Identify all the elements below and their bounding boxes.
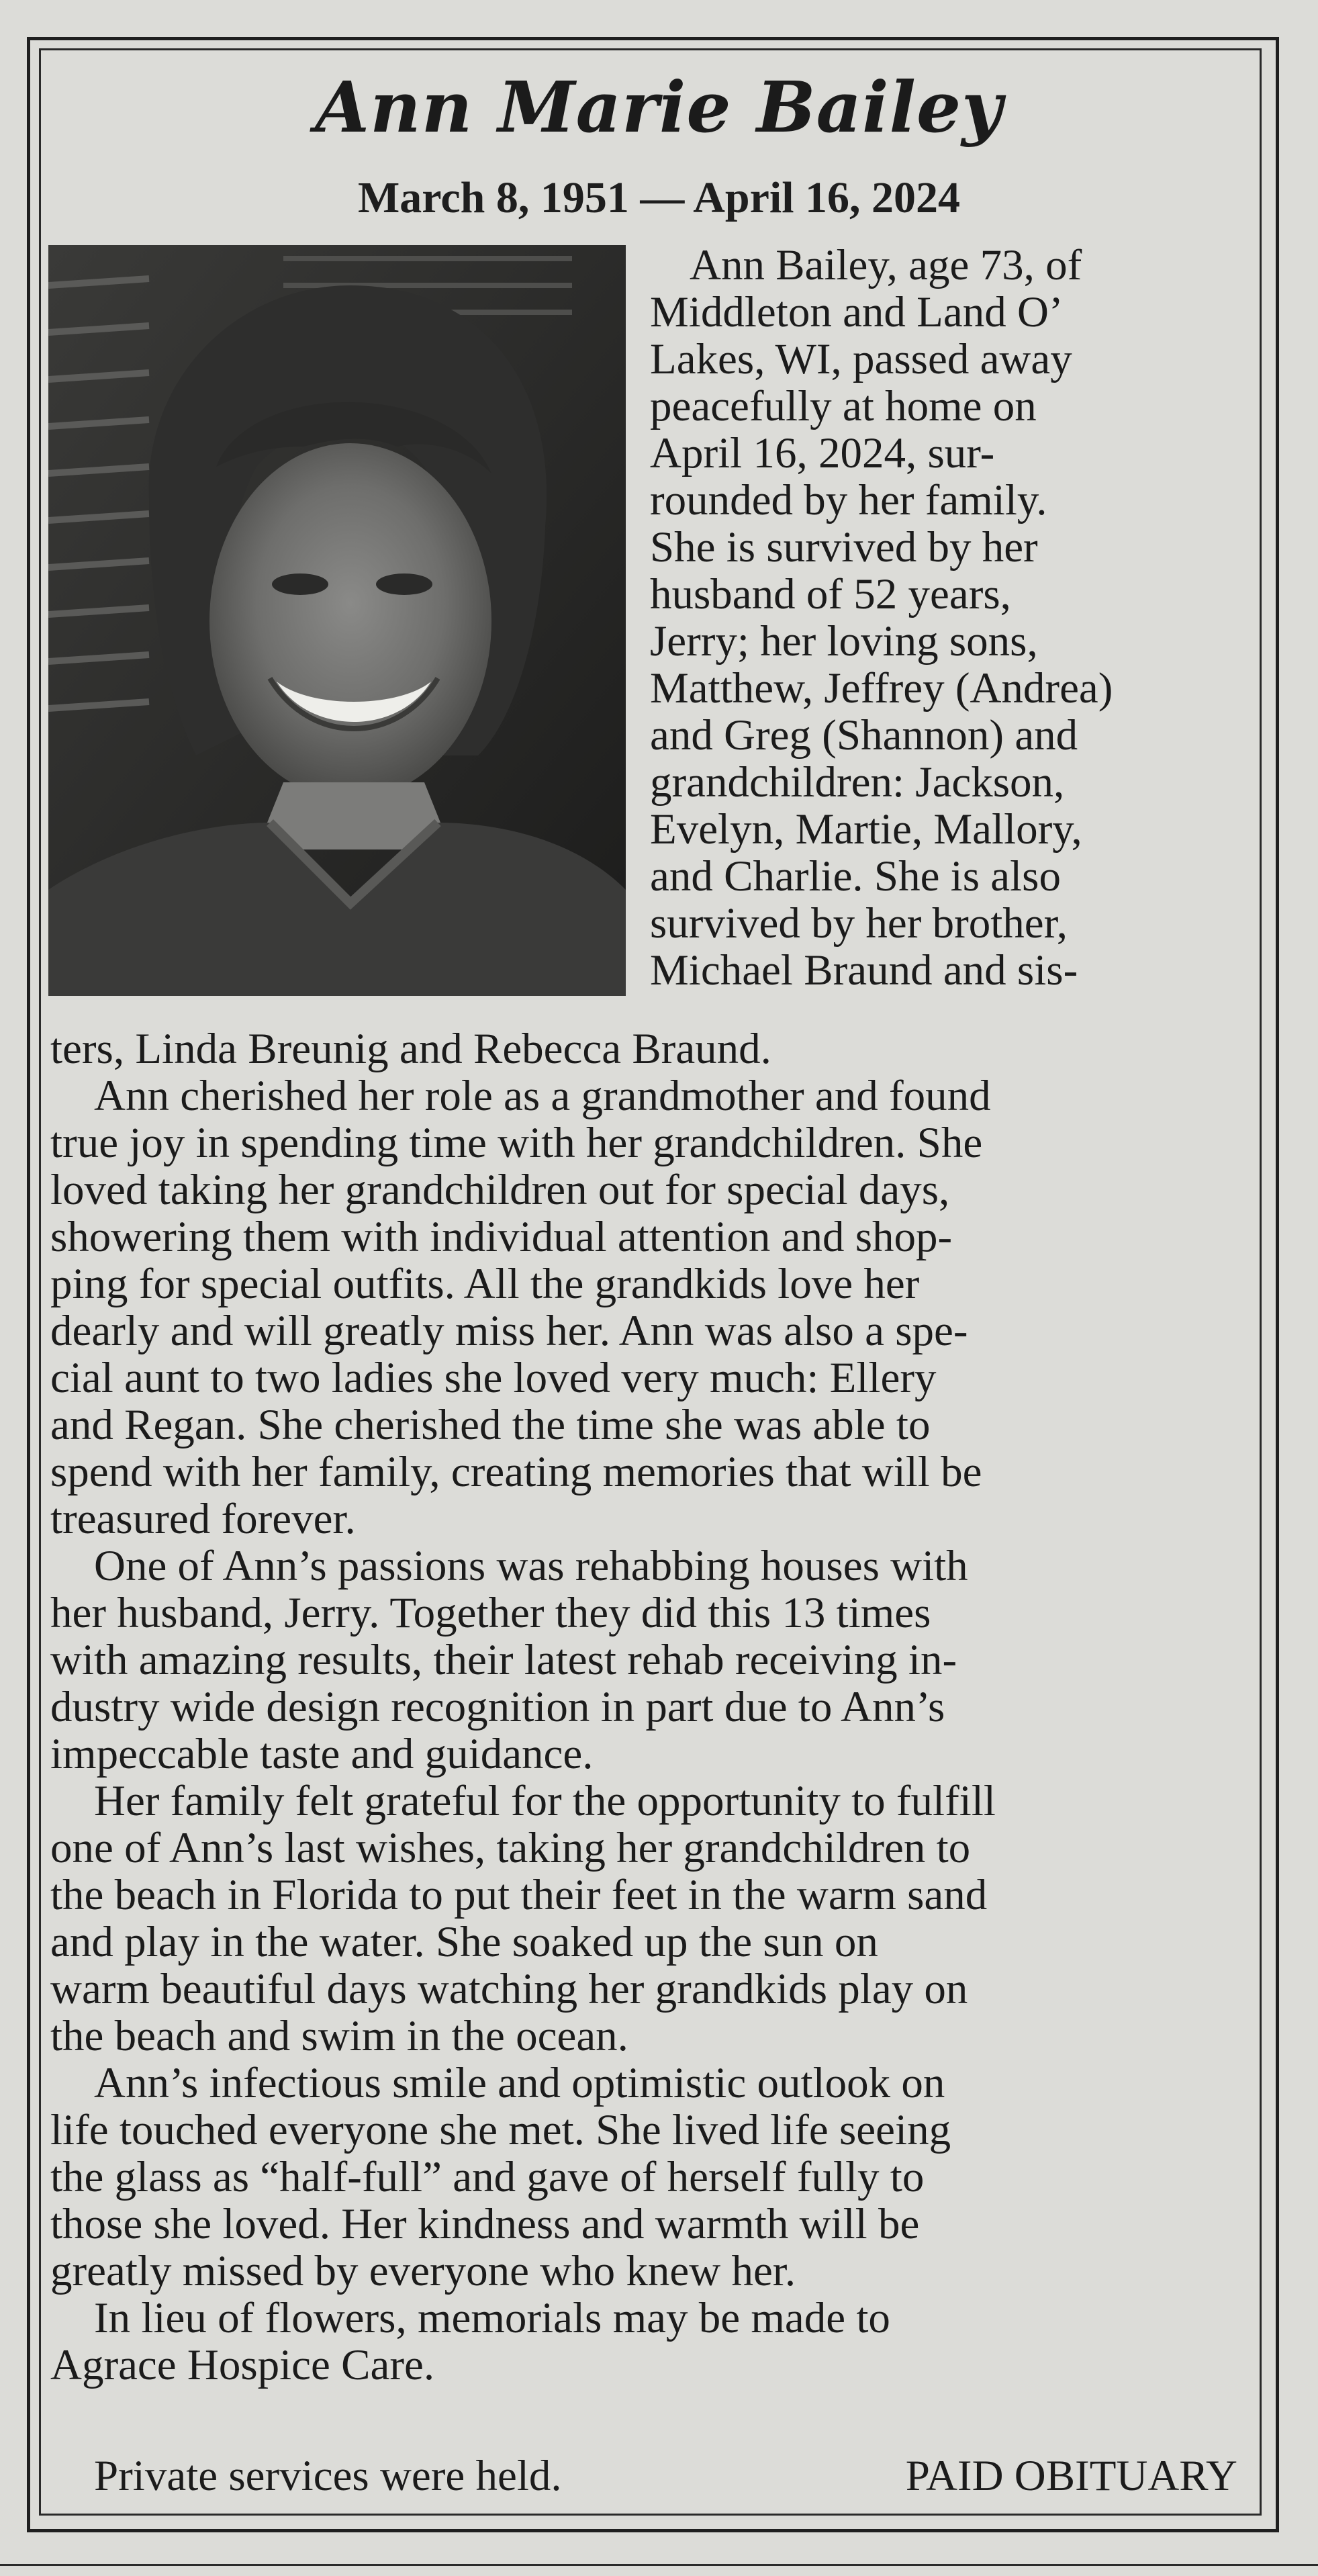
text-line-body-20: and play in the water. She soaked up the sun on	[50, 1918, 878, 1966]
text-line-body-14: with amazing results, their latest rehab receiving in-	[50, 1636, 957, 1684]
text-line-photo-12: grandchildren: Jackson,	[650, 758, 1065, 807]
services-note: Private services were held.	[94, 2452, 562, 2500]
text-line-body-6: ping for special outfits. All the grandkids love her	[50, 1260, 920, 1308]
paid-obituary-label: PAID OBITUARY	[905, 2452, 1237, 2500]
text-line-body-18: one of Ann’s last wishes, taking her grandchildren to	[50, 1824, 971, 1872]
text-line-photo-14: and Charlie. She is also	[650, 852, 1061, 901]
life-dates: March 8, 1951 — April 16, 2024	[357, 173, 961, 222]
text-line-photo-16: Michael Braund and sis-	[650, 946, 1078, 995]
text-line-photo-8: husband of 52 years,	[650, 570, 1011, 618]
text-line-body-4: loved taking her grandchildren out for special days,	[50, 1166, 950, 1214]
text-line-body-13: her husband, Jerry. Together they did this 13 times	[50, 1589, 931, 1637]
portrait-photo	[48, 245, 626, 996]
text-line-photo-4: peacefully at home on	[650, 382, 1037, 430]
text-line-photo-9: Jerry; her loving sons,	[650, 617, 1038, 665]
text-line-photo-10: Matthew, Jeffrey (Andrea)	[650, 664, 1113, 712]
text-line-photo-1: Ann Bailey, age 73, of	[690, 241, 1082, 289]
text-line-photo-2: Middleton and Land O’	[650, 288, 1064, 336]
text-line-body-19: the beach in Florida to put their feet in the warm sand	[50, 1871, 988, 1919]
text-line-body-8: cial aunt to two ladies she loved very much: Ellery	[50, 1354, 937, 1402]
text-line-body-12: One of Ann’s passions was rehabbing houses with	[94, 1542, 968, 1590]
text-line-body-24: life touched everyone she met. She lived life seeing	[50, 2106, 951, 2154]
text-line-photo-13: Evelyn, Martie, Mallory,	[650, 805, 1082, 854]
text-line-body-9: and Regan. She cherished the time she was able to	[50, 1401, 931, 1449]
text-line-body-21: warm beautiful days watching her grandkids play on	[50, 1965, 968, 2013]
text-line-body-16: impeccable taste and guidance.	[50, 1730, 594, 1778]
text-line-photo-3: Lakes, WI, passed away	[650, 335, 1072, 383]
obituary-name: Ann Marie Bailey	[315, 66, 1003, 148]
text-line-body-25: the glass as “half-full” and gave of herself fully to	[50, 2153, 925, 2201]
text-line-body-22: the beach and swim in the ocean.	[50, 2012, 628, 2060]
text-line-body-10: spend with her family, creating memories that will be	[50, 1448, 982, 1496]
text-line-photo-7: She is survived by her	[650, 523, 1038, 571]
text-line-body-29: Agrace Hospice Care.	[50, 2341, 435, 2389]
text-line-body-23: Ann’s infectious smile and optimistic outlook on	[94, 2059, 945, 2107]
text-line-body-15: dustry wide design recognition in part due to Ann’s	[50, 1683, 945, 1731]
text-line-photo-11: and Greg (Shannon) and	[650, 711, 1078, 760]
text-line-body-7: dearly and will greatly miss her. Ann was also a spe-	[50, 1307, 968, 1355]
text-line-body-26: those she loved. Her kindness and warmth will be	[50, 2200, 920, 2248]
text-line-body-1: ters, Linda Breunig and Rebecca Braund.	[50, 1025, 771, 1073]
text-line-photo-6: rounded by her family.	[650, 476, 1047, 524]
text-line-body-28: In lieu of flowers, memorials may be made to	[94, 2294, 890, 2342]
text-line-body-17: Her family felt grateful for the opportunity to fulfill	[94, 1777, 996, 1825]
bottom-rule	[0, 2564, 1318, 2566]
text-line-body-11: treasured forever.	[50, 1495, 356, 1543]
text-line-photo-5: April 16, 2024, sur-	[650, 429, 995, 477]
text-line-body-5: showering them with individual attention and shop-	[50, 1213, 953, 1261]
text-line-body-3: true joy in spending time with her grandchildren. She	[50, 1119, 983, 1167]
text-line-body-2: Ann cherished her role as a grandmother and found	[94, 1072, 991, 1120]
text-line-photo-15: survived by her brother,	[650, 899, 1068, 948]
text-line-body-27: greatly missed by everyone who knew her.	[50, 2247, 796, 2295]
